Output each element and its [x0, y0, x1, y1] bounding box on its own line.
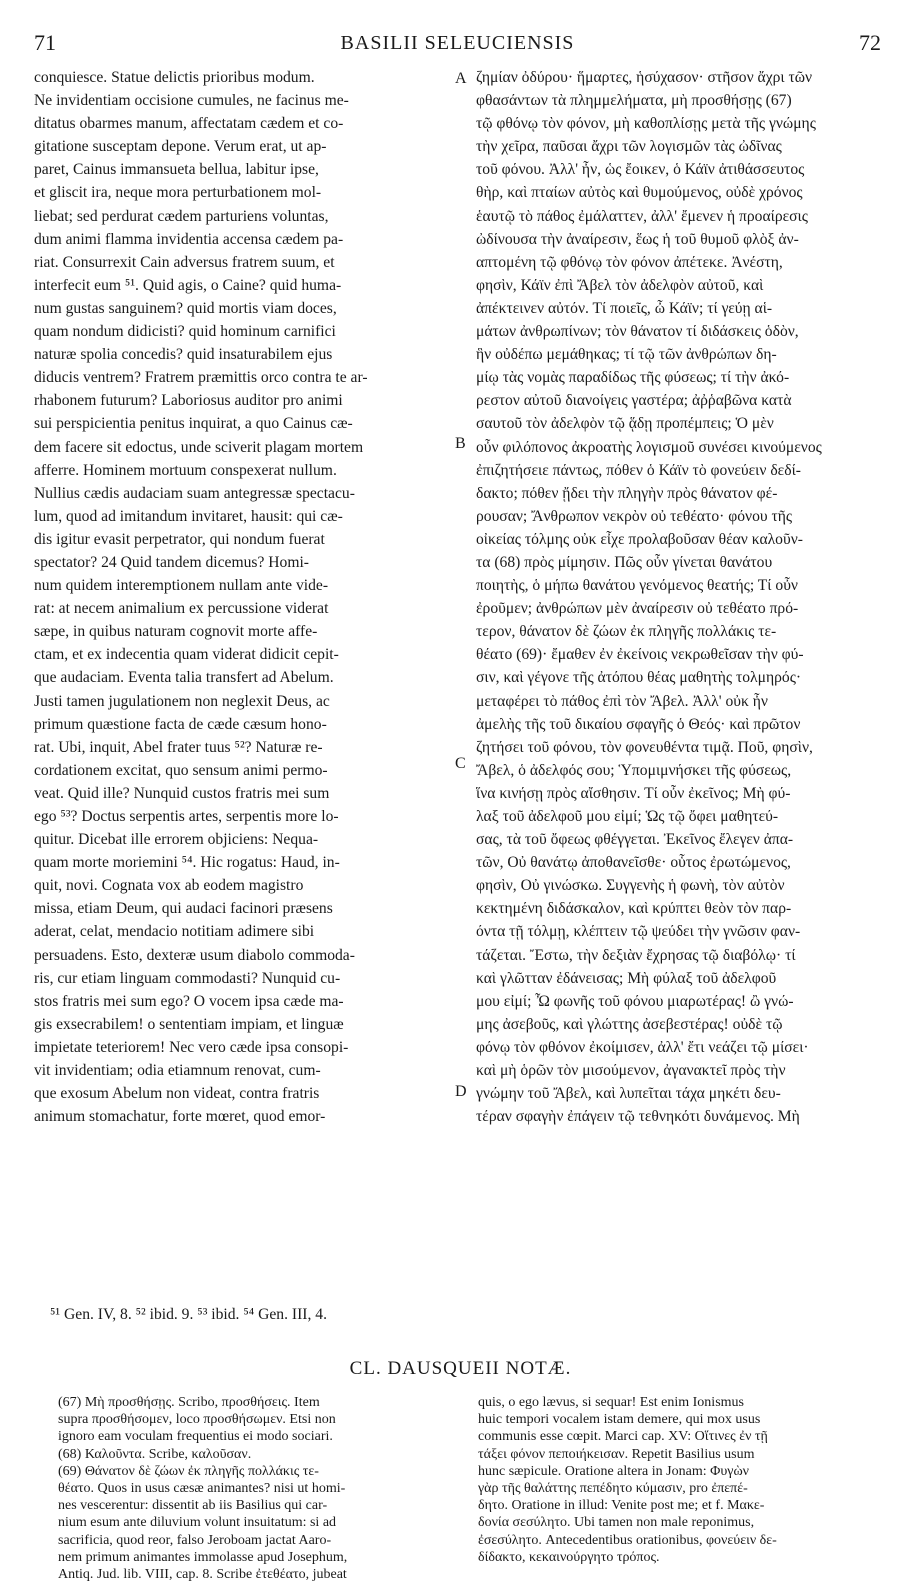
text-line: hunc sæpicule. Oratione altera in Jonam: Φυγὼν	[478, 1463, 749, 1479]
text-line: stos fratris mei sum ego? O vocem ipsa cæde ma-	[34, 992, 344, 1010]
text-line: καὶ μὴ ὁρῶν τὸν μισούμενον, ἀγανακτεῖ πρὸς τὴν	[476, 1062, 786, 1080]
latin-column	[34, 66, 446, 1128]
text-line: liebat; sed perdurat cædem parturiens voluntas,	[34, 207, 329, 225]
text-line: ἑαυτῷ τὸ πάθος ἐμάλαττεν, ἀλλ' ἔμενεν ἡ προαίρεσις	[476, 207, 808, 225]
text-line: et gliscit ira, neque mora perturbationem mol-	[34, 184, 322, 202]
text-line: diducis ventrem? Fratrem præmittis orco contra te ar-	[34, 369, 368, 387]
text-line: ἀμελὴς τῆς τοῦ δικαίου σφαγῆς ὁ Θεός· καὶ πρῶτον	[476, 715, 801, 733]
text-line: ego ⁵³? Doctus serpentis artes, serpentis more lo-	[34, 808, 339, 825]
text-line: τα (68) πρὸς μίμησιν. Πῶς οὖν γίνεται θανάτου	[476, 553, 773, 571]
text-line: μάτων ἀνθρωπίνων; τὸν θάνατον τί διδάσκεις ὁδὸν,	[476, 323, 799, 341]
greek-column	[476, 66, 896, 1128]
text-line: κεκτημένη διδάσκαλον, καὶ κρύπτει θεὸν τὸν παρ-	[476, 900, 792, 918]
text-line: dis igitur evasit perpetrator, qui nondum fuerat	[34, 530, 325, 548]
text-line: φθασάντων τὰ πλημμελήματα, μὴ προσθήσῃς (67)	[476, 92, 792, 110]
text-line: spectator? 24 Quid tandem dicemus? Homi-	[34, 553, 309, 571]
section-marker-a: A	[455, 70, 467, 87]
text-line: naturæ spolia concedis? quid insaturabilem ejus	[34, 346, 333, 364]
text-line: ζητήσει τοῦ φόνου, τὸν φονευθέντα τιμᾷ. Ποῦ, φησὶν,	[476, 738, 813, 756]
text-line: supra προσθήσομεν, loco προσθήσωμεν. Etsi non	[58, 1412, 336, 1428]
text-line: γὰρ τῆς θαλάττης πεπέδητο κύμασιν, pro ἐπεπέ-	[478, 1480, 748, 1496]
text-line: ἐσεσύλητο. Antecedentibus orationibus, φονεύειν δε-	[478, 1532, 777, 1548]
text-line: ἵνα κινήσῃ πρὸς αἴσθησιν. Τί οὖν ἐκεῖνος; Μὴ φύ-	[476, 784, 791, 802]
text-line: ditatus obarmes manum, affectatam cædem et co-	[34, 115, 344, 133]
text-line: primum quæstione facta de cæde cæsum hono-	[34, 715, 327, 733]
text-line: lum, quod ad imitandum invitaret, hausit: qui cæ-	[34, 507, 343, 525]
text-line: Justi tamen jugulationem non neglexit Deus, ac	[34, 692, 330, 710]
text-line: dem facere sit edoctus, unde sciverit plagam mortem	[34, 438, 364, 456]
text-line: οὖν φιλόπονος ἀκροατὴς λογισμοῦ συνέσει κινούμενος	[476, 438, 822, 456]
text-line: Nullius cædis audaciam suam antegressæ spectacu-	[34, 484, 355, 502]
running-title: BASILII SELEUCIENSIS	[340, 32, 575, 54]
text-line: ignoro eam voculam frequentius ei modo sociari.	[58, 1429, 333, 1445]
text-line: ρουσαν; Ἄνθρωπον νεκρὸν οὐ τεθέατο· φόνου τῆς	[476, 507, 793, 525]
page-number-left: 71	[34, 30, 56, 55]
text-line: μου εἰμί; Ὦ φωνῆς τοῦ φόνου μιαρωτέρας! ὢ γνώ-	[476, 992, 794, 1010]
section-marker-c: C	[455, 755, 466, 772]
text-line: οἰκείας τόλμης οὐκ εἶχε προλαβοῦσαν θέαν καλοῦν-	[476, 530, 803, 548]
text-line: (69) Θάνατον δὲ ζώων ἐκ πληγῆς πολλάκις τε-	[58, 1463, 319, 1479]
footnotes: ⁵¹ Gen. IV, 8. ⁵² ibid. 9. ⁵³ ibid. ⁵⁴ Gen. III, 4.	[50, 1306, 327, 1323]
text-line: δακτο; πόθεν ᾔδει τὴν πληγὴν πρὸς θάνατον φέ-	[476, 484, 778, 502]
text-line: ζημίαν ὀδύρου· ἥμαρτες, ἡσύχασον· στῆσον ἄχρι τῶν	[476, 69, 813, 86]
text-line: rat: at necem animalium ex percussione viderat	[34, 600, 329, 618]
text-line: θὴρ, καὶ πταίων αὐτὸς καὶ θυμούμενος, οὐδὲ χρόνος	[476, 184, 803, 202]
text-line: λαξ τοῦ ἀδελφοῦ μου εἰμί; Ὡς τῷ ὄφει μαθητεύ-	[476, 808, 779, 825]
text-line: τοῦ φόνου. Ἀλλ' ἦν, ὡς ἔοικεν, ὁ Κάϊν ἀτιθάσσευτος	[476, 161, 805, 179]
text-line: quam morte moriemini ⁵⁴. Hic rogatus: Haud, in-	[34, 854, 340, 872]
text-line: gitatione susceptam depone. Verum erat, ut ap-	[34, 138, 327, 156]
text-line: que audaciam. Eventa talia transfert ad Abelum.	[34, 669, 334, 687]
text-line: τέραν σφαγὴν ἐπάγειν τῷ τεθνηκότι δυνάμενος. Μὴ	[476, 1108, 800, 1126]
text-line: δητο. Oratione in illud: Venite post me; et f. Μακε-	[478, 1498, 765, 1514]
page-number-right: 72	[859, 30, 881, 55]
text-line: μης ἀσεβοῦς, καὶ γλώττης ἀσεβεστέρας! οὐδὲ τῷ	[476, 1015, 783, 1033]
text-line: nes vescerentur: dissentit ab iis Basilius qui car-	[58, 1498, 328, 1514]
text-line: ρεστον αὐτοῦ διανοίγεις γαστέρα; ἀῤῥαβῶνα κατὰ	[476, 392, 792, 410]
text-line: όντα τῇ τόλμῃ, κλέπτειν τῷ ψεύδει τὴν γνῶσιν φαν-	[476, 923, 801, 941]
text-line: num gustas sanguinem? quid mortis viam doces,	[34, 299, 337, 317]
text-line: ris, cur etiam linguam commodasti? Nunquid cu-	[34, 969, 341, 987]
text-line: aderat, celat, mendacio notitiam adimere sibi	[34, 923, 315, 941]
text-line: φησὶν, Οὐ γινώσκω. Συγγενὴς ἡ φωνὴ, τὸν αὐτὸν	[476, 877, 785, 895]
text-line: τάξει φόνον πεποιήκεισαν. Repetit Basilius usum	[478, 1446, 755, 1462]
text-line: φόνῳ τὸν φθόνον ἐκοίμισεν, ἀλλ' ἔτι νεάζει τῷ μίσει·	[476, 1038, 809, 1056]
text-line: (67) Μὴ προσθήσῃς. Scribo, προσθήσεις. Item	[58, 1395, 320, 1410]
text-line: Antiq. Jud. lib. VIII, cap. 8. Scribe ἐτεθέατο, jubeat	[58, 1566, 347, 1582]
text-line: gis exsecrabilem! o sententiam impiam, et linguæ	[34, 1015, 344, 1033]
text-line: sui perspicientia penitus inquirat, a quo Cainus cæ-	[34, 415, 353, 433]
text-line: rhabonem futurum? Laboriosus auditor pro animi	[34, 392, 343, 410]
text-line: ἣν οὐδέπω μεμάθηκας; τί τῷ τῶν ἀνθρώπων δη-	[476, 346, 777, 364]
text-line: θέατο. Quos in usus cæsæ animantes? nisi ut homi-	[58, 1480, 346, 1496]
text-line: μίῳ τὰς νομὰς παραδίδως τῆς φύσεως; τί τὴν ἀκό-	[476, 369, 790, 387]
running-head	[34, 30, 881, 60]
section-marker-d: D	[455, 1083, 467, 1100]
text-line: ctam, et ex indecentia quam viderat didicit cepit-	[34, 646, 339, 664]
text-line: απτομένη τῷ φθόνῳ τὸν φόνον ἀπέτεκε. Ἀνέστη,	[476, 253, 783, 271]
text-line: ἐπιζητήσειε πάντως, πόθεν ὁ Κάϊν τὸ φονεύειν δεδί-	[476, 461, 801, 479]
text-line: quitur. Dicebat ille errorem objiciens: Nequa-	[34, 831, 319, 849]
text-line: μεταφέρει τὸ πάθος ἐπὶ τὸν Ἄβελ. Ἀλλ' οὐκ ἦν	[476, 692, 768, 710]
text-line: σιν, καὶ γέγονε τῆς ἀτόπου θέας μαθητὴς τολμηρός·	[476, 669, 802, 687]
text-line: δίδακτο, κεκαινούργητο τρόπος.	[478, 1549, 660, 1565]
text-line: Ne invidentiam occisione cumules, ne facinus me-	[34, 92, 349, 110]
text-line: quis, o ego lævus, si sequar! Est enim Ionismus	[478, 1395, 744, 1410]
text-line: paret, Cainus immansueta bellua, labitur ipse,	[34, 161, 319, 179]
text-line: καὶ γλῶτταν ἐδάνεισας; Μὴ φύλαξ τοῦ ἀδελφοῦ	[476, 969, 777, 987]
text-line: impietate teteriorem! Nec vero cæde ipsa consopi-	[34, 1038, 349, 1056]
text-line: τῶν, Οὐ θανάτῳ ἀποθανεῖσθε· οὗτος ἐρωτώμενος,	[476, 854, 791, 872]
text-line: ἀπέκτεινεν αὐτόν. Τί ποιεῖς, ὦ Κάϊν; τί γεύῃ αἱ-	[476, 299, 773, 317]
text-line: dum animi flamma invidentia accensa cædem pa-	[34, 230, 344, 248]
text-line: ἐροῦμεν; ἀνθρώπων μὲν ἀναίρεσιν οὐ τεθέατο πρό-	[476, 600, 799, 618]
text-line: τάζεται. Ἔστω, τὴν δεξιὰν ἔχρησας τῷ διαβόλῳ· τί	[476, 946, 796, 964]
notes-column-left	[58, 1394, 450, 1583]
text-line: vit invidentiam; odia etiamnum renovat, cum-	[34, 1062, 321, 1080]
text-line: σαυτοῦ τὸν ἀδελφὸν τῷ ᾅδῃ προπέμπεις; Ὁ μὲν	[476, 415, 774, 433]
text-line: sacrificia, quod reor, falso Jeroboam jactat Aaro-	[58, 1532, 332, 1548]
text-line: quam nondum didicisti? quid hominum carnifici	[34, 323, 336, 341]
text-line: cordationem excitat, quo sensum animi permo-	[34, 761, 328, 779]
text-line: riat. Consurrexit Cain adversus fratrem suum, et	[34, 253, 335, 271]
text-line: (68) Καλοῦντα. Scribe, καλοῦσαν.	[58, 1446, 252, 1462]
text-line: τὴν χεῖρα, παῦσαι ἄχρι τῶν λογισμῶν τὰς ὠδῖνας	[476, 138, 782, 156]
text-line: θέατο (69)· ἔμαθεν ἐν ἐκείνοις νεκρωθεῖσαν τὴν φύ-	[476, 646, 804, 664]
text-line: veat. Quid ille? Nunquid custos fratris mei sum	[34, 784, 330, 802]
text-line: interfecit eum ⁵¹. Quid agis, o Caine? quid huma-	[34, 276, 342, 294]
text-line: σας, τὰ τοῦ ὄφεως φθέγγεται. Ἐκεῖνος ἔλεγεν ἀπα-	[476, 831, 794, 849]
text-line: τερον, θάνατον δὲ ζώων ἐκ πληγῆς πολλάκις τε-	[476, 623, 777, 641]
text-line: sæpe, in quibus naturam cognovit morte affe-	[34, 623, 318, 641]
text-line: ὠδίνουσα τὴν ἀναίρεσιν, ἕως ἡ τοῦ θυμοῦ φλὸξ ἀν-	[476, 230, 799, 248]
text-line: missa, etiam Deum, qui audaci facinori præsens	[34, 900, 333, 918]
text-line: nem primum animantes immolasse apud Josephum,	[58, 1549, 348, 1565]
text-line: τῷ φθόνῳ τὸν φόνον, μὴ καθοπλίσῃς μετὰ τῆς γνώμης	[476, 115, 816, 133]
text-line: communis esse cœpit. Marci cap. XV: Οἵτινες ἐν τῇ	[478, 1429, 768, 1445]
text-line: persuadens. Esto, dexteræ usum diabolo commoda-	[34, 946, 355, 964]
notes-column-right	[478, 1394, 898, 1566]
section-marker-b: B	[455, 435, 466, 452]
text-line: que exosum Abelum non videat, contra fratris	[34, 1085, 320, 1103]
text-line: animum stomachatur, forte mœret, quod emor-	[34, 1108, 326, 1126]
text-line: conquiesce. Statue delictis prioribus modum.	[34, 69, 315, 86]
text-line: ποιητὴς, ὁ μήπω θανάτου γενόμενος θεατής; Τί οὖν	[476, 577, 798, 595]
text-line: num quidem interemptionem nullam ante vide-	[34, 577, 329, 595]
text-line: δονία σεσύλητο. Ubi tamen non male reponimus,	[478, 1515, 755, 1531]
text-line: rat. Ubi, inquit, Abel frater tuus ⁵²? Naturæ re-	[34, 738, 323, 756]
text-line: huic tempori vocalem istam demere, qui mox usus	[478, 1412, 761, 1428]
text-line: Ἄβελ, ὁ ἀδελφός σου; Ὑπομιμνήσκει τῆς φύσεως,	[476, 761, 792, 779]
text-line: γνώμην τοῦ Ἄβελ, καὶ λυπεῖται τάχα μηκέτι δευ-	[476, 1085, 781, 1103]
text-line: φησὶν, Κάϊν ἐπὶ Ἄβελ τὸν ἀδελφὸν αὐτοῦ, καὶ	[476, 276, 764, 294]
notes-heading: CL. DAUSQUEII NOTÆ.	[349, 1358, 572, 1379]
text-line: afferre. Hominem mortuum conspexerat nullum.	[34, 461, 337, 479]
text-line: quit, novi. Cognata vox ab eodem magistro	[34, 877, 304, 895]
text-line: nium esum ante diluvium volunt insuitatum: si ad	[58, 1515, 337, 1531]
